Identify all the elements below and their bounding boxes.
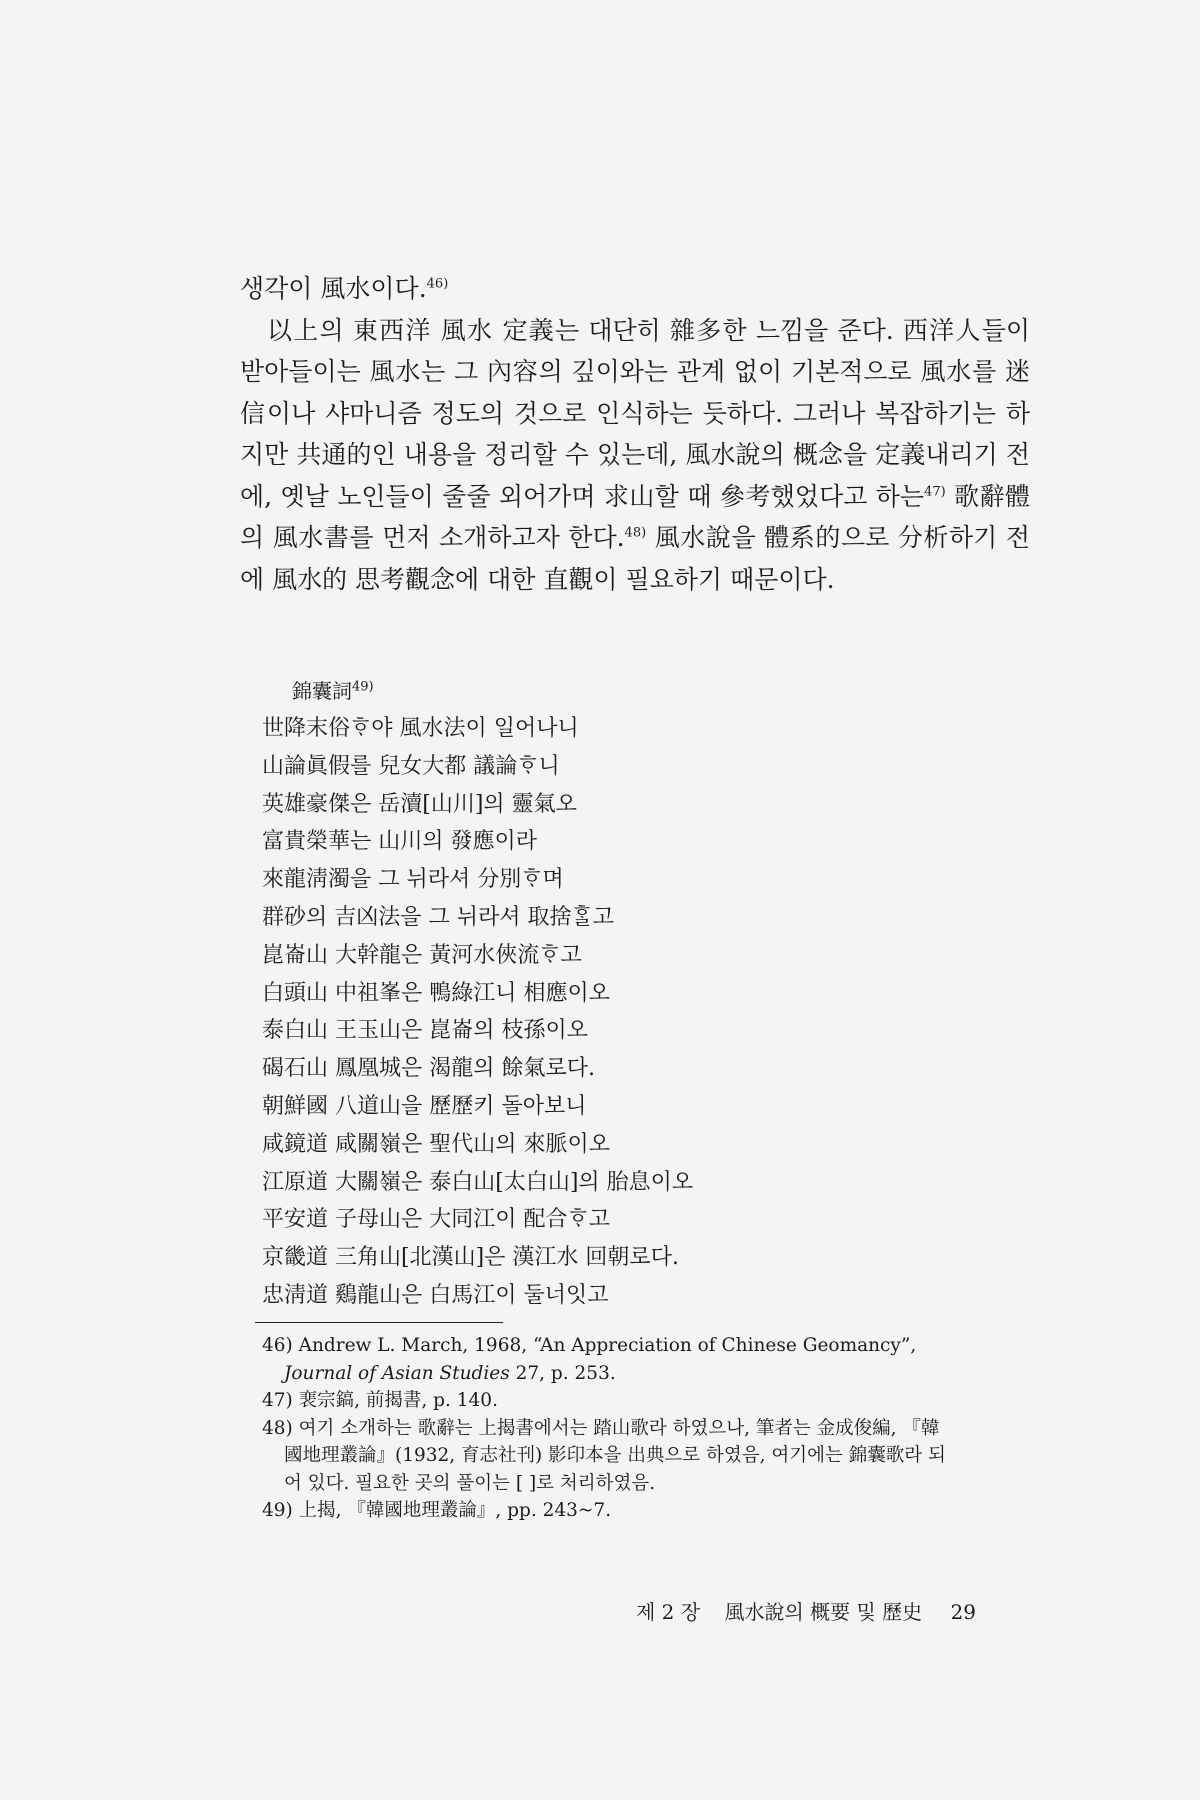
paragraph-2: [240, 310, 1030, 601]
paragraph-2-text-b: 歌辭體의 風水書를 먼저 소개하고자 한다.: [240, 481, 1030, 552]
footnote-46-cont: [262, 1360, 1022, 1388]
footnote-ref-47: 47): [924, 484, 946, 500]
footnote-48-text-c: 어 있다. 필요한 곳의 풀이는 [ ]로 처리하였음.: [284, 1472, 656, 1494]
footnotes: [262, 1332, 1022, 1525]
paragraph-2-text-a: 以上의 東西洋 風水 定義는 대단히 雜多한 느낌을 준다. 西洋人들이 받아들이는 風水는 그 內容의 깊이와는 관계 없이 기본적으로 風水를 迷信이나 샤마니즘 정도의 것으로 인식하는 듯하다. 그러나 복잡하기는 하지만 共通的인 내용을 정리할 수 있는데, 風水說의 概念을 定義내리기 전에, 옛날 노인들이 줄줄 외어가며 求山할 때 參考했었다고 하는: [240, 315, 1030, 511]
poem-line: 朝鮮國 八道山을 歷歷키 돌아보니: [262, 1093, 587, 1119]
footnote-46-text: 46) Andrew L. March, 1968, “An Appreciation of Chinese Geomancy”,: [262, 1335, 917, 1356]
footnote-46: [262, 1332, 1022, 1387]
paragraph-1: [240, 268, 1030, 310]
page-number: 29: [950, 1600, 976, 1624]
poem-line: 平安道 子母山은 大同江이 配合ᄒᆞ고: [262, 1207, 610, 1233]
paragraph-1-text: 생각이 風水이다.: [240, 274, 427, 303]
poem-block: [262, 672, 982, 1315]
poem-title-text: 錦囊詞: [292, 679, 352, 703]
footer-title: 風水說의 概要 및 歷史: [724, 1600, 923, 1624]
footnote-ref-49: 49): [352, 679, 374, 695]
footnote-ref-46: 46): [426, 276, 449, 292]
poem-line: 群砂의 吉凶法을 그 뉘라셔 取捨ᄒᆞᆯ고: [262, 904, 614, 930]
paragraph-2-text-c: 風水說을 體系的으로 分析하기 전에 風水的 思考觀念에 대한 直觀이 필요하기 때문이다.: [240, 523, 1030, 594]
footnote-divider: [255, 1322, 503, 1323]
poem-line: 富貴榮華는 山川의 發應이라: [262, 829, 537, 855]
poem-line: 江原道 大關嶺은 泰白山[太白山]의 胎息이오: [262, 1169, 694, 1195]
poem-line: 泰白山 王玉山은 崑崙의 枝孫이오: [262, 1018, 588, 1044]
poem-line: 山論眞假를 兒女大都 議論ᄒᆞ니: [262, 753, 560, 779]
poem-line: 碣石山 鳳凰城은 渴龍의 餘氣로다.: [262, 1056, 595, 1082]
footnote-48: [262, 1415, 1022, 1498]
footnote-46-journal: Journal of Asian Studies: [284, 1362, 510, 1384]
footer-chapter: 제 2 장: [636, 1600, 701, 1624]
footnote-48-text-b: 國地理叢論』(1932, 育志社刊) 影印本을 出典으로 하였음, 여기에는 錦囊歌라 되: [284, 1445, 946, 1466]
footnote-48-text-a: 48) 여기 소개하는 歌辭는 上揭書에서는 踏山歌라 하였으나, 筆者는 金成俊編, 『韓: [262, 1417, 940, 1439]
footnote-47: 47) 裵宗鎬, 前揭書, p. 140.: [262, 1390, 498, 1411]
footnote-ref-48: 48): [624, 525, 647, 541]
body-text: [240, 268, 1030, 600]
poem-line: 崑崙山 大幹龍은 黃河水俠流ᄒᆞ고: [262, 942, 582, 968]
poem-title: [262, 672, 982, 710]
poem-line: 京畿道 三角山[北漢山]은 漢江水 回朝로다.: [262, 1245, 679, 1271]
poem-line: 咸鏡道 咸關嶺은 聖代山의 來脈이오: [262, 1131, 610, 1157]
poem-line: 世降末俗ᄒᆞ야 風水法이 일어나니: [262, 716, 579, 741]
footnote-46-citation: 27, p. 253.: [509, 1362, 616, 1384]
poem-line: 白頭山 中祖峯은 鴨綠江니 相應이오: [262, 980, 610, 1006]
footnote-49: 49) 上揭, 『韓國地理叢論』, pp. 243~7.: [262, 1500, 612, 1521]
running-footer: [636, 1596, 976, 1625]
poem-line: 來龍淸濁을 그 뉘라셔 分別ᄒᆞ며: [262, 867, 564, 893]
poem-line: 英雄豪傑은 岳瀆[山川]의 靈氣오: [262, 791, 577, 817]
poem-line: 忠淸道 鷄龍山은 白馬江이 둘너잇고: [262, 1282, 609, 1308]
